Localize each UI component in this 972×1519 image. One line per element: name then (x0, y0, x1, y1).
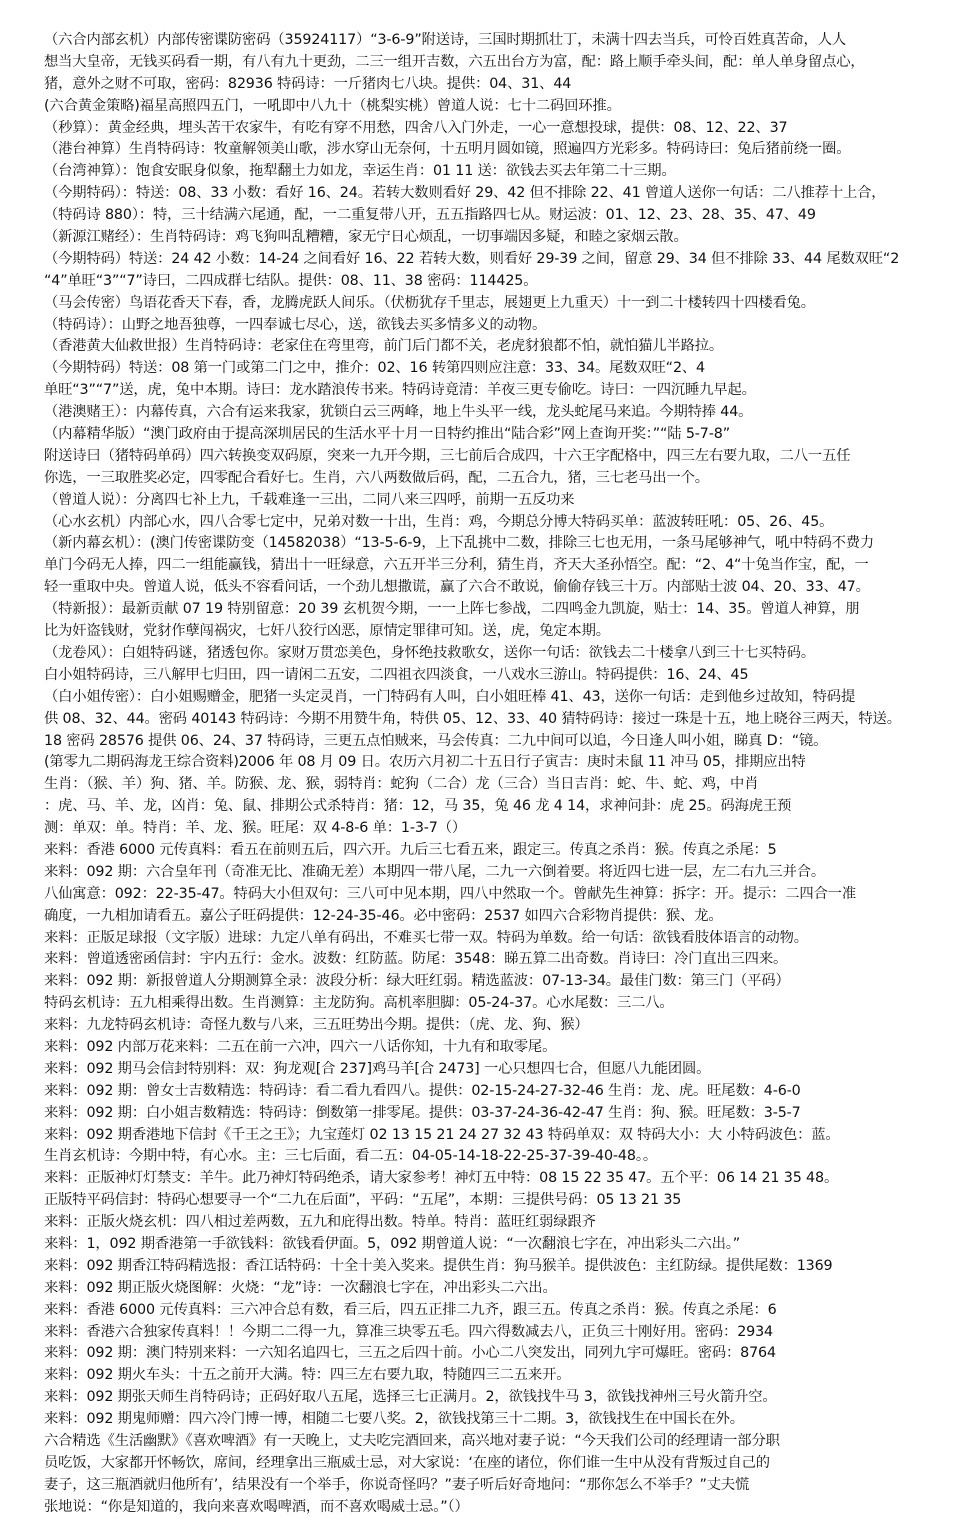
text-line: 来料：1，092 期香港第一手欲钱料：欲钱看伊面。5，092 期曾道人说：“一次翻浪七字在，冲出彩头二六出。” (44, 1235, 741, 1252)
text-line: （心水玄机）内部心水，四八合零七定中，兄弟对数一十出，生肖：鸡，今期总分博大特码买单：蓝波转旺吼：05、26、45。 (44, 513, 834, 530)
text-line: 来料：092 期火车头：十五之前开大满。特：四三左右要九取，特随四三二五来开。 (44, 1367, 571, 1384)
text-line: (六合黄金策略)福星高照四五门，一吼即中八九十（桃梨实桃）曾道人说：七十二码回环推。 (44, 97, 621, 114)
text-line: 单旺“3”“7”送，虎，兔中本期。诗曰：龙水踏浪传书来。特码诗竟清：羊夜三更专偷吃。诗曰：一四沉睡九早起。 (44, 382, 756, 399)
text-line: 来料：香港 6000 元传真料：三六冲合总有数，看三后，四五正排二九齐，跟三五。传真之杀肖：猴。传真之杀尾：6 (44, 1301, 777, 1318)
text-line: 来料：正版神灯灯禁支：羊牛。此乃神灯特码绝杀，请大家参考！神灯五中特：08 15 22 35 47。五个平：06 14 21 35 48。 (44, 1170, 839, 1187)
text-line: 来料：092 期：白小姐吉数精选：特码诗：倒数第一排零尾。提供：03-37-24-36-42-47 生肖：狗、猴。旺尾数：3-5-7 (44, 1104, 801, 1121)
text-line: 猪，意外之财不可取，密码：82936 特码诗：一斤猪肉七八块。提供：04、31、44 (44, 75, 572, 92)
text-line: （白小姐传密）：白小姐赐赠金，肥猪一头定灵肖，一门特码有人叫，白小姐旺棒 41、43，送你一句话：走到他乡过故知，特码提 (44, 688, 856, 705)
text-line: 来料：092 期张天师生肖特码诗；正码好取八五尾，选择三七正满月。2，欲钱找牛马 3，欲钱找神州三号火箭升空。 (44, 1389, 777, 1406)
text-line: （港台神算）生肖特码诗：牧童解领美山歌，涉水穿山无奈何，十五明月圆如镜，照遍四方光彩多。特码诗曰：兔后猪前绕一圈。 (44, 141, 851, 158)
text-line: 六合精选《生活幽默》《喜欢啤酒》有一天晚上，丈夫吃完酒回来，高兴地对妻子说：“今天我们公司的经理请一部分职 (44, 1433, 780, 1449)
text-line: 八仙寓意：092：22-35-47。特码大小但双句：三八可中见本期，四八中然取一个。曾献先生神算：拆字：开。提示：二四合一准 (44, 885, 857, 902)
text-line: 妻子，这三瓶酒就归他所有’，结果没有一个举手，你说奇怪吗？”妻子听后好奇地问：“那你怎么不举手？”丈夫慌 (44, 1476, 750, 1493)
text-line: 比为奸盗钱财，党豺作孽闯祸灾，七奸八狡行凶恶，原情定罪律可知。送，虎，兔定本期。 (44, 623, 610, 640)
text-line: 来料：092 期正版火烧图解：火烧：“龙”诗：一次翻浪七字在，冲出彩头二六出。 (44, 1279, 557, 1296)
text-line: （新源江赌经）：生肖特码诗：鸡飞狗叫乱糟糟，家无宁日心烦乱，一切事端因多疑，和睦之家烟云散。 (44, 229, 688, 246)
text-line: （曾道人说）：分离四七补上九，千载难逢一三出，二同八来三四呼，前期一五反功来 (44, 491, 575, 508)
text-line: 来料：曾道透密函信封：宇内五行：金水。波数：红防蓝。防尾：3548：睇五算二出奇数。肖诗曰：冷门直出三四来。 (44, 951, 788, 968)
text-line: 来料：092 期：澳门特别来料：一六知名追四七，三五之后四十前。小心二八突发出，同列九宇可爆旺。密码：8764 (44, 1345, 776, 1362)
text-line: 正版特平码信封：特码心想要寻一个“二九在后面”，平码：“五尾”，本期：三提供号码：05 13 21 35 (44, 1192, 682, 1209)
text-line: (第零九二期码海龙王综合资料)2006 年 08 月 09 日。农历六月初二十五日行子寅吉：庚时未鼠 11 冲马 05，排期应出特 (44, 754, 806, 771)
text-line: 供 08、32、44。密码 40143 特码诗：今期不用赞牛角，特供 05、12、33、40 猜特码诗：接过一珠是十五，地上晓谷三两天，特送。 (44, 710, 901, 727)
text-line: （港澳赌王）：内幕传真，六合有运来我家，犹锁白云三两峰，地上牛头平一线，龙头蛇尾马来追。今期特捧 44。 (44, 404, 753, 421)
text-line: 18 密码 28576 提供 06、24、37 特码诗，三更五点怕贼来，马会传真：二九中间可以追，今日逢人叫小姐，睇真 D：“镜。 (44, 732, 828, 749)
text-line: 单门今码无人捧，四二一组能赢钱，猜出十一旺绿意，六五开半三分利，猜生肖，齐天大圣孙悟空。配：“2、4“十兔当作宝，配，一 (44, 557, 869, 574)
text-line: 来料：092 期：六合皇年刊（奇准无比、准确无差）本期四一带八尾，二九一六倒着要。将近四七进一层，左二右九三并合。 (44, 863, 826, 880)
text-line: 你选，一三取胜奖必定，四零配合看好七。生肖，六八两数做后码，配，二五合九，猪，三七老马出一个。 (44, 469, 709, 486)
text-line: 员吃饭，大家都开怀畅饮，席间，经理拿出三瓶威士忌，对大家说：‘在座的诸位，你们谁一生中从没有背叛过自己的 (44, 1454, 770, 1471)
text-line: 确度，一九相加请看五。嘉公子旺码提供：12-24-35-46。必中密码：2537 如四六合彩物肖提供：猴、龙。 (44, 907, 723, 924)
text-line: 来料：092 期鬼师赠：四六冷门博一博，相随二七要八奖。2，欲钱找第三十二期。3，欲钱找生在中国长在外。 (44, 1411, 744, 1428)
text-line: （秒算）：黄金经典，埋头苦干农家牛，有吃有穿不用愁，四舍八入门外走，一心一意想投球，提供：08、12、22、37 (44, 119, 788, 136)
text-line: 白小姐特码诗，三八解甲七归田，四一请闲二五安，二四祖衣四淡食，一八戏水三游山。特码提供：16、24、45 (44, 666, 749, 683)
text-line: 来料：正版火烧玄机：四八相过差两数，五九和庇得出数。特单。特肖：蓝旺红弱绿跟齐 (44, 1214, 596, 1231)
text-body (44, 30, 942, 1519)
text-line: （内幕精华版）“澳门政府由于提高深圳居民的生活水平十月一日特约推出“陆合彩”网上查询开奖：”“陆 5-7-8” (44, 426, 730, 443)
text-line: 来料：092 期：新报曾道人分期测算全录：波段分析：绿大旺红弱。精选蓝波：07-13-34。最佳门数：第三门（平码） (44, 973, 790, 990)
text-line: 张地说：“你是知道的，我向来喜欢喝啤酒，而不喜欢喝威士忌。”（） (44, 1498, 469, 1515)
text-line: （特码诗 880）：特，三十结满六尾通，配，一二重复带八开，五五指路四七从。财运波：01、12、23、28、35、47、49 (44, 207, 816, 224)
text-line: 来料：092 内部万花来料：二五在前一六冲，四六一八话你知，十九有和取零尾。 (44, 1038, 557, 1055)
text-line: （今期特码）：特送：08、33 小数：看好 16、24。若转大数则看好 29、42 但不排除 22、41 曾道人送你一句话：二八推荐十上合， (44, 185, 886, 202)
text-line: 想当大皇帝，无钱买码看一期，有八有九十更劲，二三一组开吉数，六五出台方为富，配：路上顺手牵头间，配：单人单身留点心， (44, 53, 865, 70)
text-line: 来料：香港六合独家传真料！！今期二二得一九，算准三块零五毛。四六得数减去八，正负三十刚好用。密码：2934 (44, 1323, 773, 1340)
text-line: （新内幕玄机）：(澳门传密谍防变（14582038）“13-5-6-9，上下乱挑中二数，排除三七也无用，一条马尾够神气，吼中特码不费力 (44, 535, 875, 552)
text-line: 附送诗曰（猪特码单码）四六转换变双码原，突来一九开今期，三七前后合成四，十六王字配格中，四三左右要九取，二八一五任 (44, 447, 851, 464)
text-line: （龙卷风）：白姐特码谜，猪透包你。家财万贯恋美色，身怀绝技救歌女，送你一句话：欲钱去二十楼拿八到三十七买特码。 (44, 644, 815, 661)
text-line: 生肖：（猴、羊）狗、猪、羊。防猴、龙、猴，弱特肖：蛇狗（二合）龙（三合）当日吉肖：蛇、牛、蛇、鸡，中肖 (44, 776, 759, 793)
text-line: 特码玄机诗：五九相乘得出数。生肖测算：主龙防狗。高机率胆脚：05-24-37。心水尾数：三二八。 (44, 995, 674, 1012)
text-line: 生肖玄机诗：今期中特，有心水。主：三七后面，看二五：04-05-14-18-22-25-37-39-40-48。。 (44, 1148, 657, 1165)
text-line: （台湾神算）：饱食安眠身似象，拖犁翻土力如龙，幸运生肖：01 11 送：欲钱去买去年第二十三期。 (44, 163, 676, 180)
text-line: （今期特码）特送：24 42 小数：14-24 之间看好 16、22 若转大数，则看好 29-39 之间，留意 29、34 但不排除 33、44 尾数双旺“2 (44, 250, 900, 267)
text-line: “4”单旺“3”“7”诗曰，二四成群七结队。提供：08、11、38 密码：114425。 (44, 272, 538, 289)
text-line: 来料：九龙特码玄机诗：奇怪九数与八来，三五旺势出今期。提供：（虎、龙、狗、猴） (44, 1017, 589, 1034)
text-line: 来料：092 期马会信封特别料：双：狗龙观[合 237]鸡马羊[合 2473] 一心只想四七合，但愿八九能团圆。 (44, 1060, 711, 1077)
text-line: 测：单双：单。特肖：羊、龙、猴。旺尾：双 4-8-6 单：1-3-7（） (44, 820, 467, 837)
text-line: （马会传密）鸟语花香天下春，香，龙腾虎跃人间乐。（伏枥犹存千里志，展翅更上九重天）十一到二十楼转四十四楼看兔。 (44, 294, 815, 311)
text-line: 来料：092 期香江特码精选报：香江话特码：十全十美入奖来。提供生肖：狗马猴羊。提供波色：主红防绿。提供尾数：1369 (44, 1257, 833, 1274)
text-line: （特新报）：最新贡献 07 19 特别留意：20 39 玄机贺今期，一一上阵七参战，二四鸣金九凯旋，贴士：14、35。曾道人神算，朋 (44, 601, 860, 618)
text-line: ：虎、马、羊、龙，凶肖：兔、鼠、排期公式杀特肖：猪：12，马 35，兔 46 龙 4 14，求神问卦：虎 25。码海虎王预 (44, 798, 792, 815)
text-line: 来料：092 期香港地下信封《千王之王》；九宝莲灯 02 13 15 21 24 27 32 43 特码单双：双 特码大小：大 小特码波色：蓝。 (44, 1126, 840, 1143)
text-line: 来料：香港 6000 元传真料：看五在前则五后，四六开。九后三七看五来，跟定三。传真之杀肖：猴。传真之杀尾：5 (44, 841, 777, 858)
text-line: （香港黄大仙救世报）生肖特码诗：老家住在弯里弯，前门后门都不关，老虎豺狼都不怕，就怕猫儿半路拉。 (44, 338, 724, 355)
text-line: 来料：正版足球报（文字版）进球：九定八单有码出，不难买七带一双。特码为单数。给一句话：欲钱看肢体语言的动物。 (44, 929, 808, 946)
text-line: （今期特码）特送：08 第一门或第二门之中，推介：02、16 转第四则应注意：33、34。尾数双旺“2、4 (44, 360, 705, 377)
text-line: （六合内部玄机）内部传密谍防密码（35924117）“3-6-9”附送诗，三国时期抓壮丁，未满十四去当兵，可怜百姓真苦命，人人 (44, 32, 846, 48)
text-line: 来料：092 期：曾女士吉数精选：特码诗：看二看九看四八。提供：02-15-24-27-32-46 生肖：龙、虎。旺尾数：4-6-0 (44, 1082, 801, 1099)
text-line: （特码诗）：山野之地吾独尊，一四奉诚七尽心，送，欲钱去买多情多义的动物。 (44, 316, 547, 333)
text-line: 轻一重取中央。曾道人说，低头不容看问话，一个劲儿想撒谎，赢了六合不敢说，偷偷存钱三十万。内部贴士波 04、20、33、47。 (44, 579, 870, 596)
